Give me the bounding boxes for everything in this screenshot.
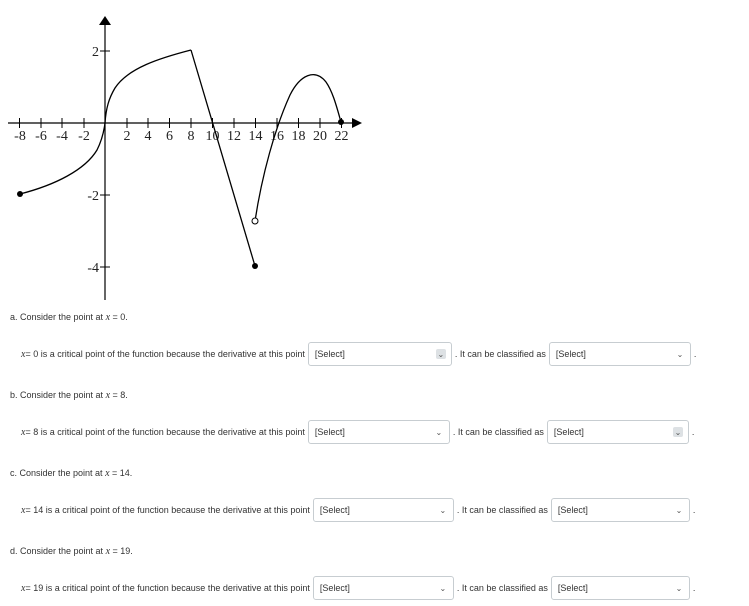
filled-endpoint	[338, 119, 344, 125]
function-curve	[20, 50, 341, 266]
question-a-derivative-select[interactable]: [Select] ⌄	[308, 342, 452, 366]
question-b-label: b. Consider the point at x = 8.	[10, 390, 128, 401]
y-axis-arrow	[99, 16, 111, 25]
curve-hump-branch	[255, 75, 341, 221]
x-tick-label: -4	[56, 129, 68, 144]
function-graph	[0, 0, 380, 310]
x-tick-label: -2	[78, 129, 90, 144]
x-axis-arrow	[352, 118, 362, 128]
question-c-classification-select[interactable]: [Select] ⌄	[551, 498, 690, 522]
curve-descending-segment	[191, 50, 255, 266]
x-tick-label: 8	[187, 129, 195, 144]
filled-endpoint	[17, 191, 23, 197]
x-tick-label: 20	[313, 129, 327, 144]
question-d-statement: x = 19 is a critical point of the function because the derivative at this point [Select] ⌄ . It can be classified as [Select] ⌄ .	[21, 576, 695, 600]
chevron-down-icon: ⌄	[439, 505, 447, 515]
question-c-statement: x = 14 is a critical point of the function because the derivative at this point [Select] ⌄ . It can be classified as [Select] ⌄ .	[21, 498, 695, 522]
x-tick-label: 4	[144, 129, 152, 144]
chevron-down-icon: ⌄	[435, 427, 443, 437]
question-b-derivative-select[interactable]: [Select] ⌄	[308, 420, 450, 444]
x-tick-label: 6	[166, 129, 173, 144]
filled-endpoint	[252, 263, 258, 269]
x-tick-label: 2	[123, 129, 131, 144]
x-tick-label: 16	[270, 129, 284, 144]
x-tick-label: 12	[227, 129, 241, 144]
x-tick-label: 18	[291, 129, 306, 144]
question-b-classification-select[interactable]: [Select] ⌄	[547, 420, 689, 444]
x-tick-label: -6	[35, 129, 47, 144]
question-d-label: d. Consider the point at x = 19.	[10, 546, 133, 557]
chevron-down-icon: ⌄	[437, 349, 445, 359]
question-d-derivative-select[interactable]: [Select] ⌄	[313, 576, 454, 600]
chevron-down-icon: ⌄	[675, 583, 683, 593]
y-tick-label: 2	[92, 45, 99, 60]
question-a-label: a. Consider the point at x = 0.	[10, 312, 128, 323]
x-tick-label: 10	[205, 129, 220, 144]
chevron-down-icon: ⌄	[439, 583, 447, 593]
y-tick-label: -2	[87, 189, 99, 204]
x-tick-label: 14	[248, 129, 263, 144]
chevron-down-icon: ⌄	[674, 427, 682, 437]
curve-rising-branch	[105, 50, 191, 123]
question-d-classification-select[interactable]: [Select] ⌄	[551, 576, 690, 600]
y-tick-label: -4	[87, 261, 99, 276]
chevron-down-icon: ⌄	[676, 349, 684, 359]
question-c-label: c. Consider the point at x = 14.	[10, 468, 133, 479]
x-tick-label: -8	[14, 129, 26, 144]
question-b-statement: x = 8 is a critical point of the function because the derivative at this point [Select] ⌄ . It can be classified as [Select] ⌄ .	[21, 420, 694, 444]
chevron-down-icon: ⌄	[675, 505, 683, 515]
question-a-classification-select[interactable]: [Select] ⌄	[549, 342, 691, 366]
question-c-derivative-select[interactable]: [Select] ⌄	[313, 498, 454, 522]
question-a-statement: x = 0 is a critical point of the function because the derivative at this point [Select] ⌄ . It can be classified as [Select] ⌄ .	[21, 342, 696, 366]
x-tick-label: 22	[334, 129, 349, 144]
open-endpoint	[252, 218, 258, 224]
